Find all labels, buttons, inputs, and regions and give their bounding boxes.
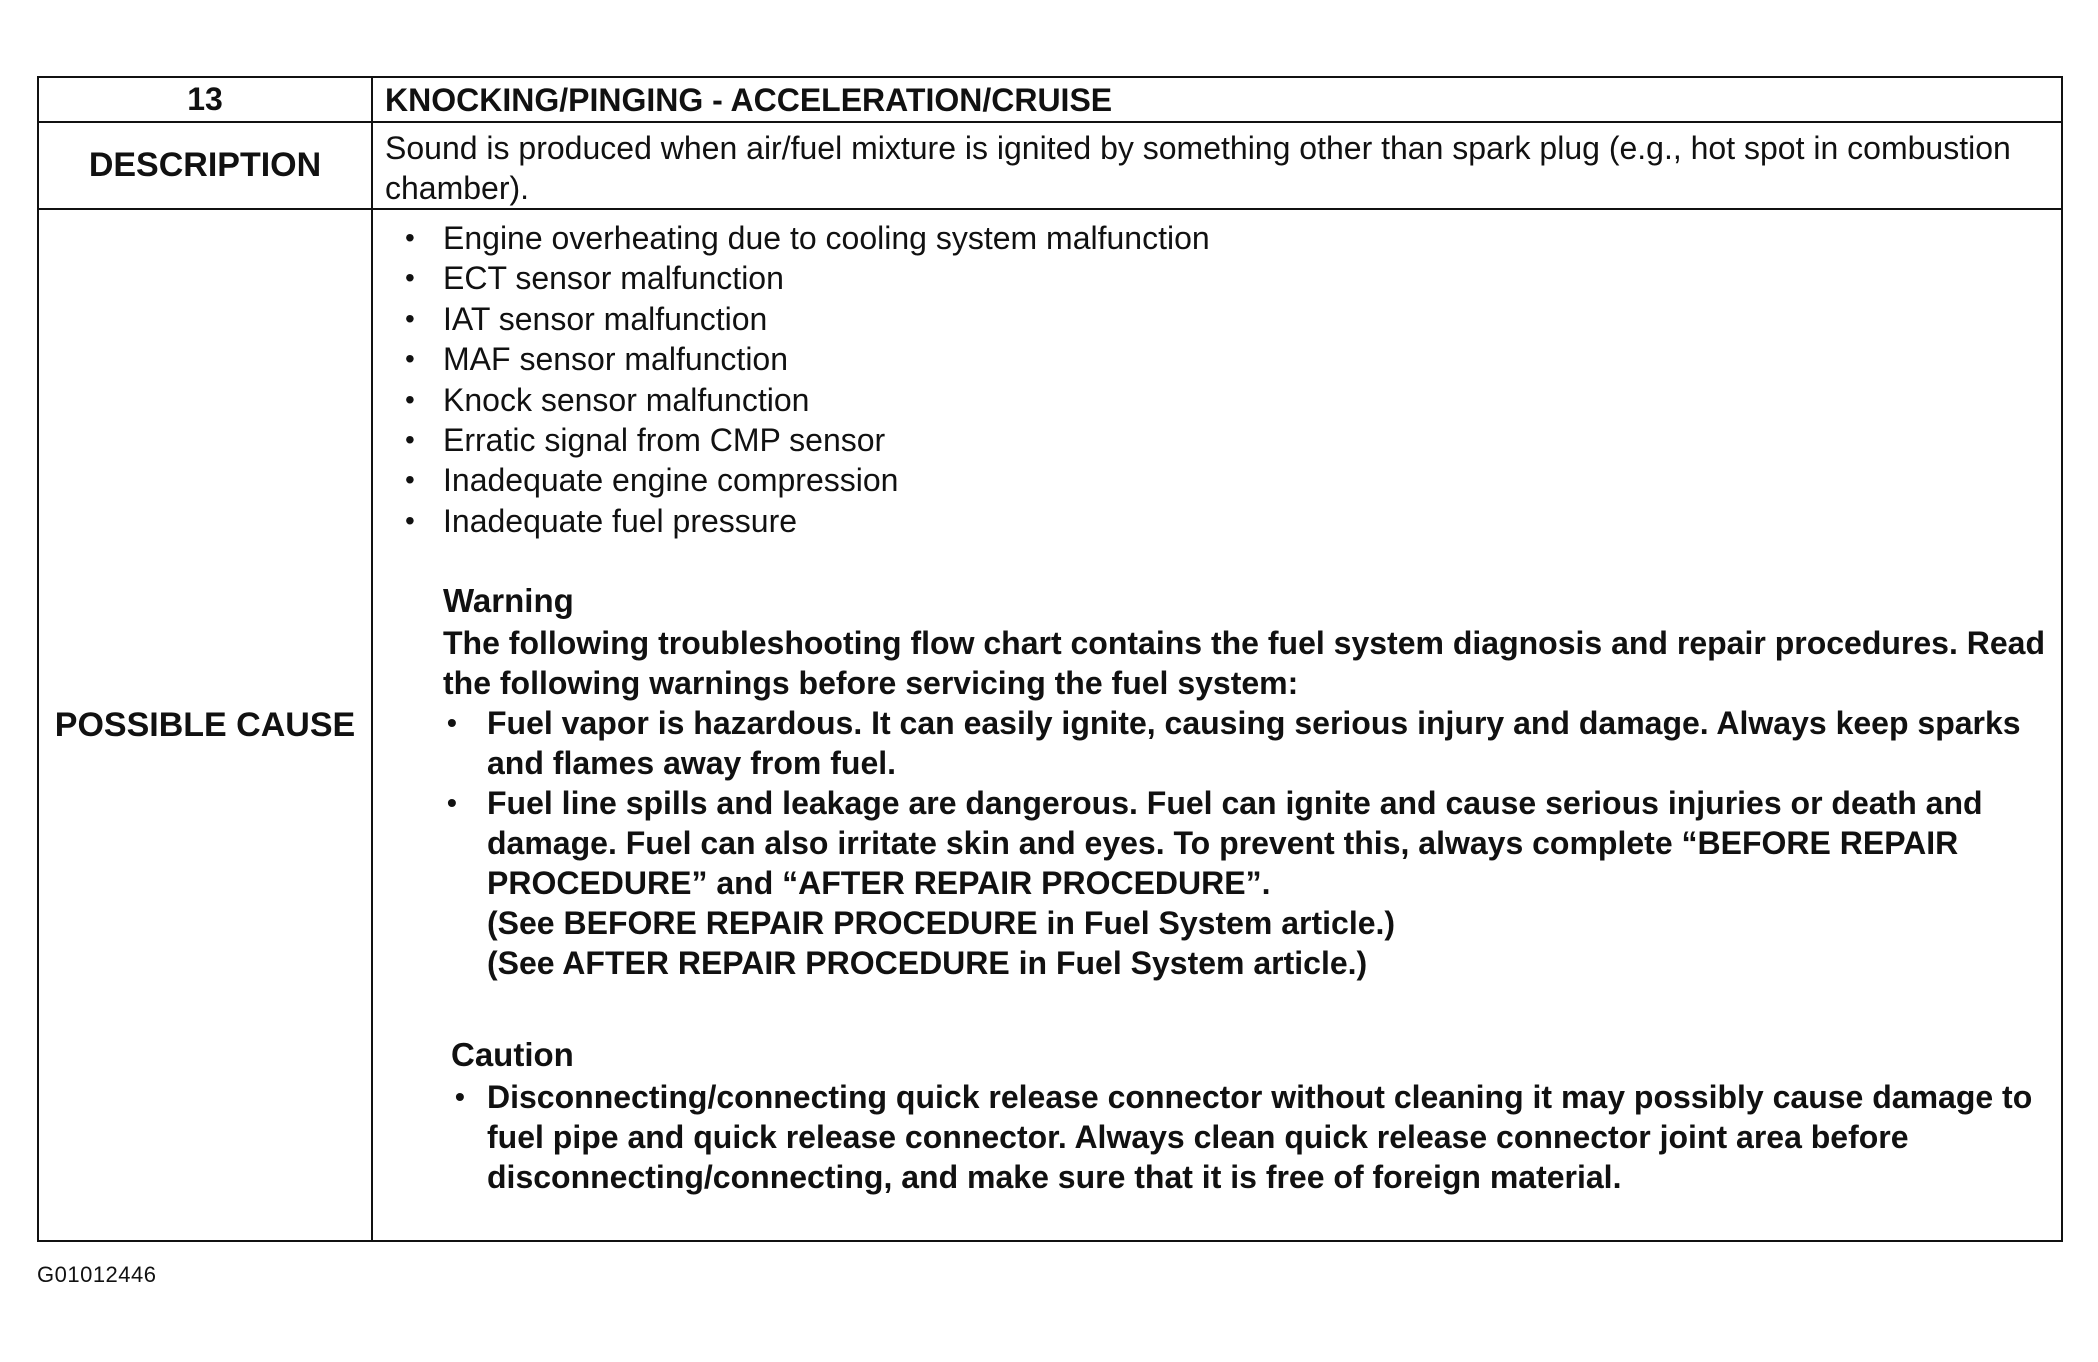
bullet-icon: • — [405, 464, 415, 496]
diagnostic-table — [37, 76, 2063, 1242]
warning-text: Fuel vapor is hazardous. It can easily ignite, causing serious injury and damage. Always keep sparks and flames away from fuel. — [487, 705, 2021, 782]
warning-text: Fuel line spills and leakage are dangerous. Fuel can ignite and cause serious injuries or death and damage. Fuel can also irritate skin and eyes. To prevent this, always complete “BEFORE REPAIR PROCEDURE” and “AFTER REPAIR PROCEDURE”. — [487, 785, 1983, 902]
cause-text: IAT sensor malfunction — [443, 300, 768, 337]
cause-text: Inadequate engine compression — [443, 462, 899, 499]
bullet-icon: • — [405, 222, 415, 253]
see-after-repair-reference: (See AFTER REPAIR PROCEDURE in Fuel System article.) — [487, 945, 1368, 982]
figure-id: G01012446 — [37, 1262, 157, 1287]
caution-item — [451, 1077, 2047, 1197]
description-text: Sound is produced when air/fuel mixture is ignited by something other than spark plug (e.g., hot spot in combustion chamber). — [385, 130, 2011, 206]
bullet-icon: • — [405, 343, 415, 375]
warning-item — [443, 703, 2047, 783]
caution-list — [451, 1077, 2047, 1197]
cause-item — [385, 258, 2047, 298]
cause-text: Inadequate fuel pressure — [443, 502, 798, 539]
bullet-icon: • — [405, 424, 415, 456]
cause-item — [385, 460, 2047, 500]
bullet-icon: • — [405, 302, 415, 334]
cause-item — [385, 380, 2047, 420]
bullet-icon: • — [447, 707, 457, 739]
bullet-icon: • — [447, 787, 457, 819]
cause-text: Knock sensor malfunction — [443, 381, 810, 418]
caution-text: Disconnecting/connecting quick release connector without cleaning it may possibly cause damage to fuel pipe and quick release connector. Always clean quick release connector joint area before disconnecting/connecting, and make sure that it is free of foreign material. — [487, 1079, 2033, 1196]
cause-text: Engine overheating due to cooling system malfunction — [443, 220, 1210, 256]
bullet-icon: • — [405, 504, 415, 536]
warning-list — [443, 703, 2047, 903]
cause-text: ECT sensor malfunction — [443, 260, 784, 297]
cause-item — [385, 339, 2047, 379]
cause-item — [385, 218, 2047, 258]
bullet-icon: • — [455, 1081, 465, 1113]
cause-text: Erratic signal from CMP sensor — [443, 422, 886, 459]
cause-item — [385, 299, 2047, 339]
possible-cause-label: POSSIBLE CAUSE — [54, 705, 356, 744]
symptom-number: 13 — [187, 81, 223, 117]
bullet-icon: • — [405, 262, 415, 294]
bullet-icon: • — [405, 383, 415, 415]
warning-intro: The following troubleshooting flow chart contains the fuel system diagnosis and repair procedures. Read the following warnings before servicing the fuel system: — [443, 625, 2045, 702]
cause-text: MAF sensor malfunction — [443, 341, 789, 378]
caution-heading: Caution — [451, 1036, 574, 1074]
warning-block — [443, 581, 2047, 983]
possible-cause-content — [385, 218, 2047, 1197]
see-before-repair-reference: (See BEFORE REPAIR PROCEDURE in Fuel System article.) — [487, 905, 1396, 942]
description-label: DESCRIPTION — [88, 146, 322, 184]
warning-item — [443, 783, 2047, 903]
warning-heading: Warning — [443, 582, 574, 620]
cause-item — [385, 420, 2047, 460]
cause-list — [385, 218, 2047, 541]
column-divider — [371, 78, 373, 1240]
caution-block — [451, 1035, 2047, 1197]
cause-item — [385, 501, 2047, 541]
symptom-title: KNOCKING/PINGING - ACCELERATION/CRUISE — [385, 82, 1113, 118]
